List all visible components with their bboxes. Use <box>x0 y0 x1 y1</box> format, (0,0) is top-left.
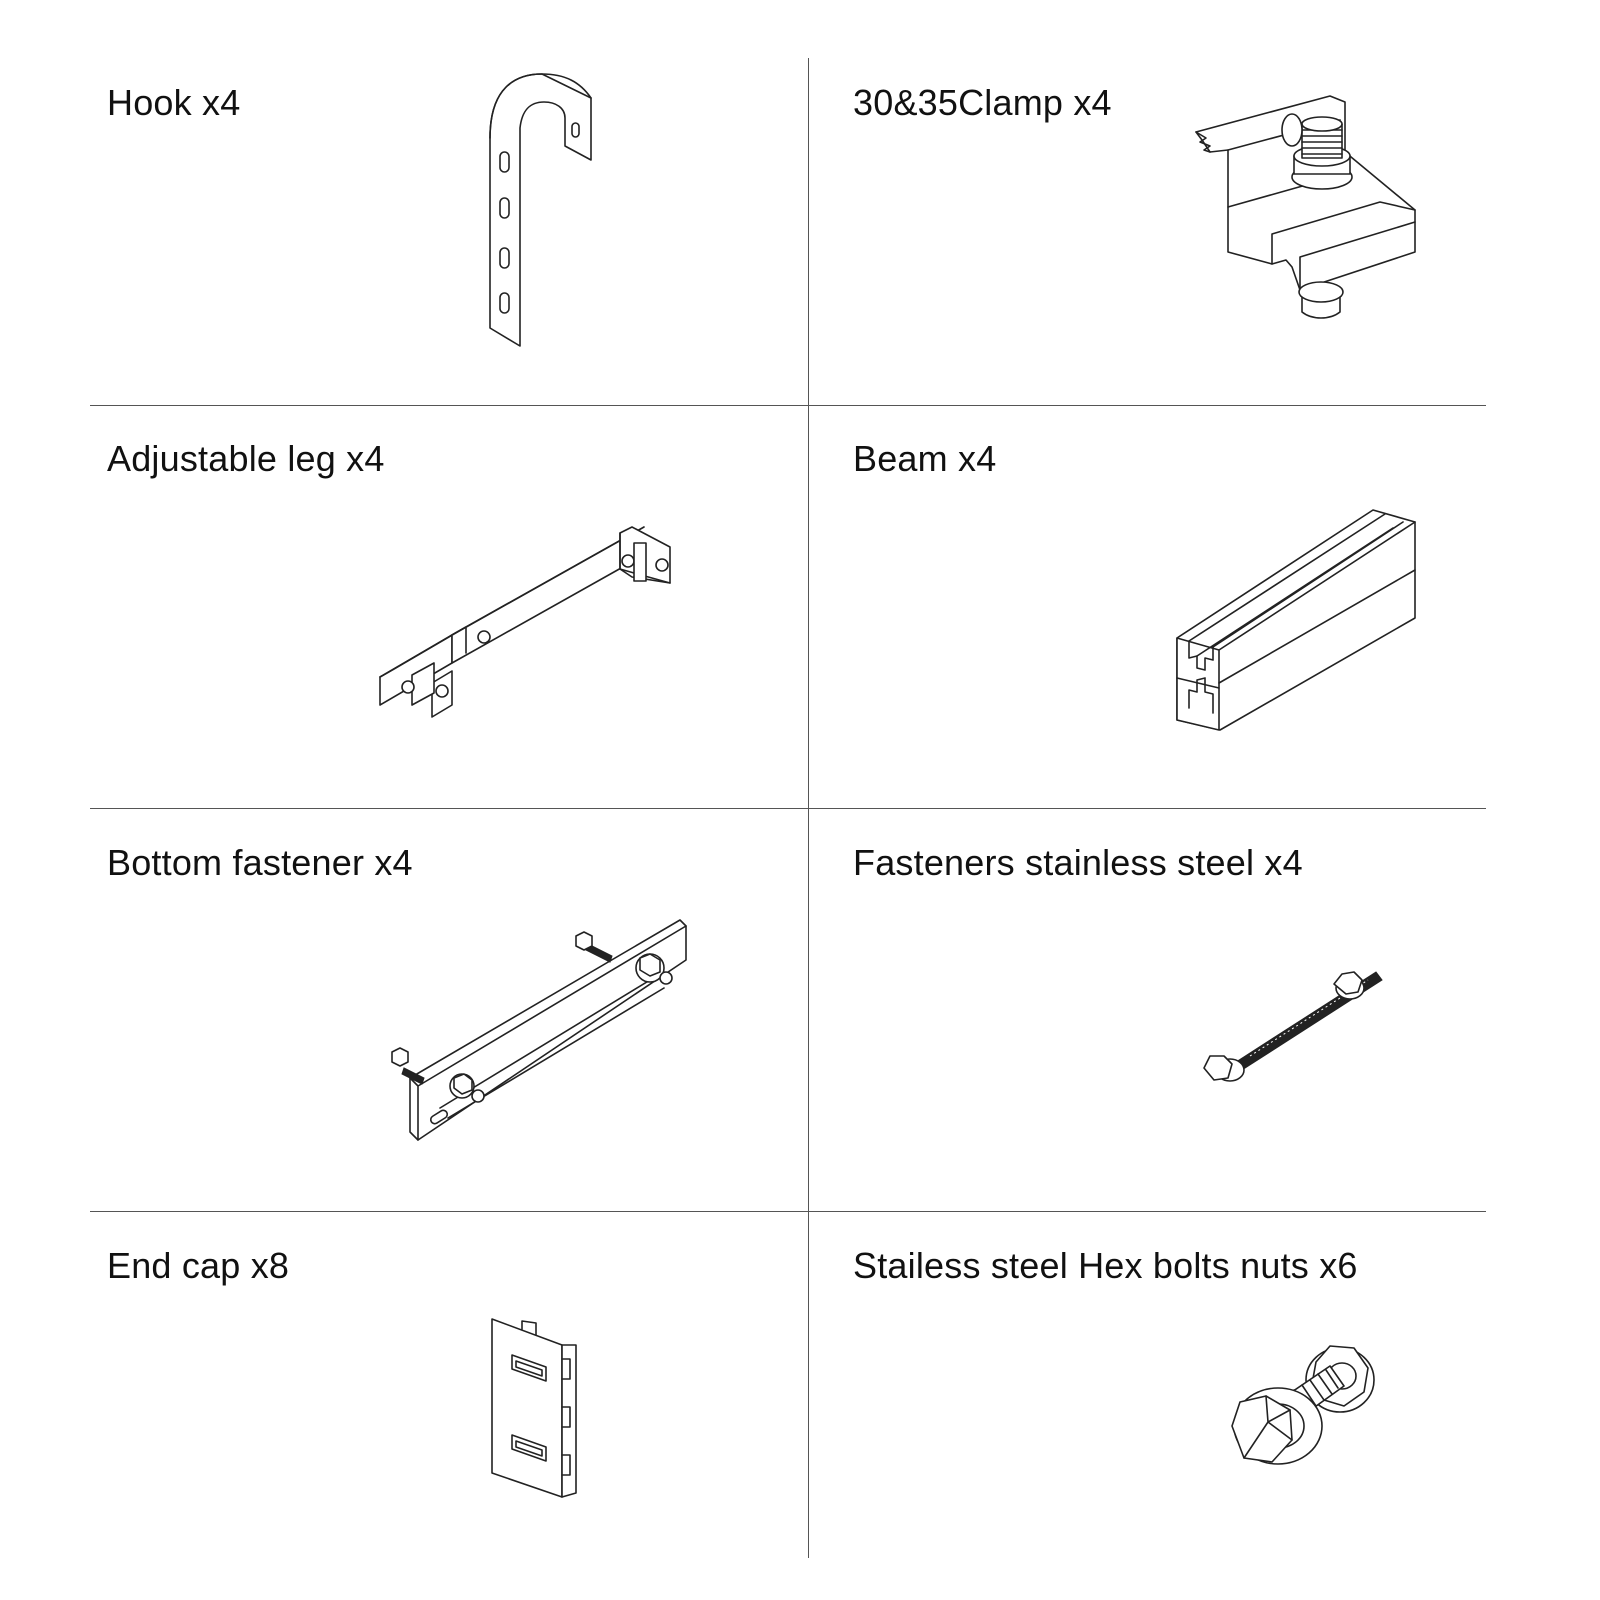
part-label-hook: Hook x4 <box>107 82 241 123</box>
hex-bolt-nut-icon <box>1220 1340 1390 1490</box>
part-label-threaded-rod: Fasteners stainless steel x4 <box>853 842 1303 883</box>
part-label-hex-bolt-nut: Stailess steel Hex bolts nuts x6 <box>853 1245 1358 1286</box>
part-label-beam: Beam x4 <box>853 438 997 479</box>
row-divider-1 <box>90 405 1486 406</box>
row-divider-3 <box>90 1211 1486 1212</box>
clamp-icon <box>1190 92 1420 332</box>
row-divider-2 <box>90 808 1486 809</box>
hook-icon <box>470 68 600 358</box>
part-label-clamp: 30&35Clamp x4 <box>853 82 1112 123</box>
part-label-end-cap: End cap x8 <box>107 1245 290 1286</box>
part-label-adjustable-leg: Adjustable leg x4 <box>107 438 385 479</box>
part-label-bottom-fastener: Bottom fastener x4 <box>107 842 413 883</box>
end-cap-icon <box>486 1315 596 1505</box>
threaded-rod-icon <box>1200 958 1400 1108</box>
adjustable-leg-icon <box>372 525 702 725</box>
bottom-fastener-icon <box>390 918 700 1148</box>
beam-icon <box>1175 508 1425 738</box>
